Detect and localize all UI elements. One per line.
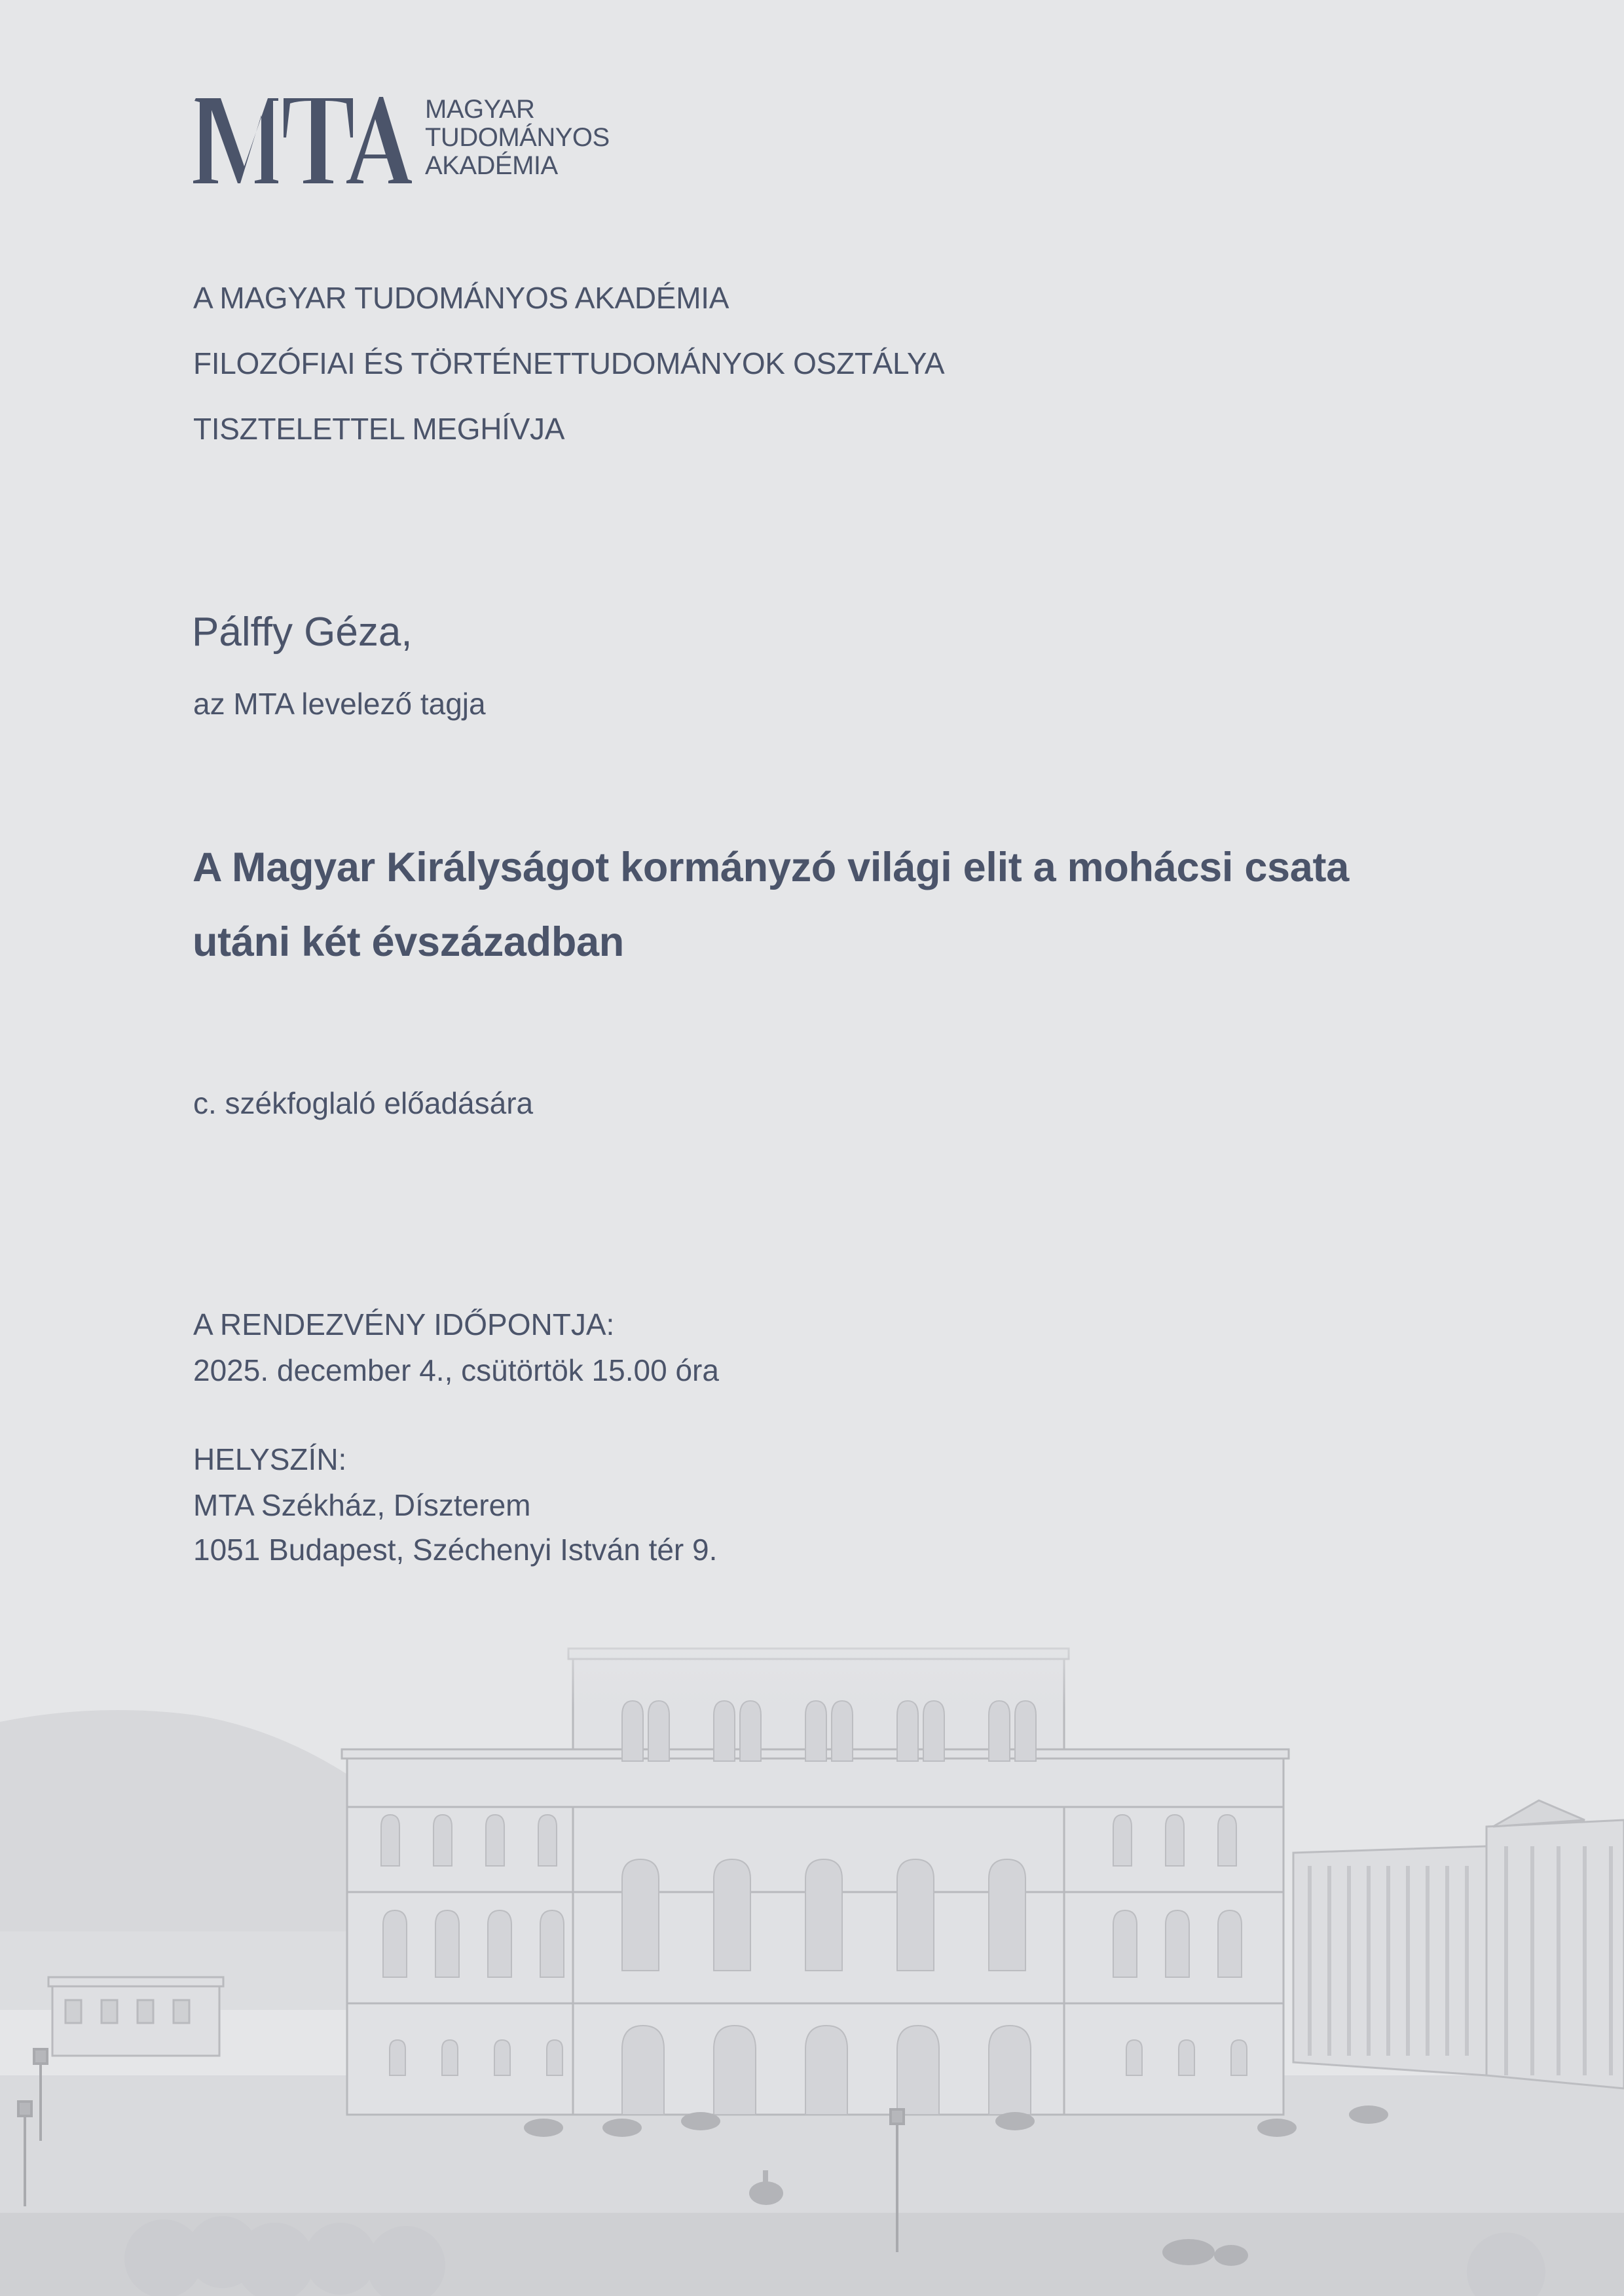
header-line-department: FILOZÓFIAI ÉS TÖRTÉNETTUDOMÁNYOK OSZTÁLYA	[193, 346, 945, 380]
speaker-role: az MTA levelező tagja	[193, 687, 486, 721]
logo-word: MAGYAR	[425, 95, 535, 124]
logo-word: AKADÉMIA	[425, 151, 558, 180]
speaker-name: Pálffy Géza,	[192, 610, 413, 655]
header-line-institution: A MAGYAR TUDOMÁNYOS AKADÉMIA	[193, 281, 729, 315]
lecture-type: c. székfoglaló előadására	[193, 1086, 534, 1120]
mta-palace-illustration	[0, 1604, 1624, 2296]
date-label: A RENDEZVÉNY IDŐPONTJA:	[193, 1307, 615, 1341]
location-label: HELYSZÍN:	[193, 1442, 347, 1476]
location-venue: MTA Székház, Díszterem	[193, 1488, 531, 1522]
mta-logo	[192, 96, 650, 187]
mta-logo-mark-icon	[192, 96, 412, 186]
logo-word: TUDOMÁNYOS	[425, 123, 610, 152]
location-address: 1051 Budapest, Széchenyi István tér 9.	[193, 1533, 718, 1567]
header-line-invitation: TISZTELETTEL MEGHÍVJA	[193, 412, 565, 446]
talk-title-line: utáni két évszázadban	[193, 919, 624, 965]
mta-logo-wordmark	[425, 96, 610, 180]
talk-title-line: A Magyar Királyságot kormányzó világi elit a mohácsi csata	[193, 845, 1349, 890]
date-value: 2025. december 4., csütörtök 15.00 óra	[193, 1353, 719, 1387]
talk-title	[193, 830, 1502, 979]
